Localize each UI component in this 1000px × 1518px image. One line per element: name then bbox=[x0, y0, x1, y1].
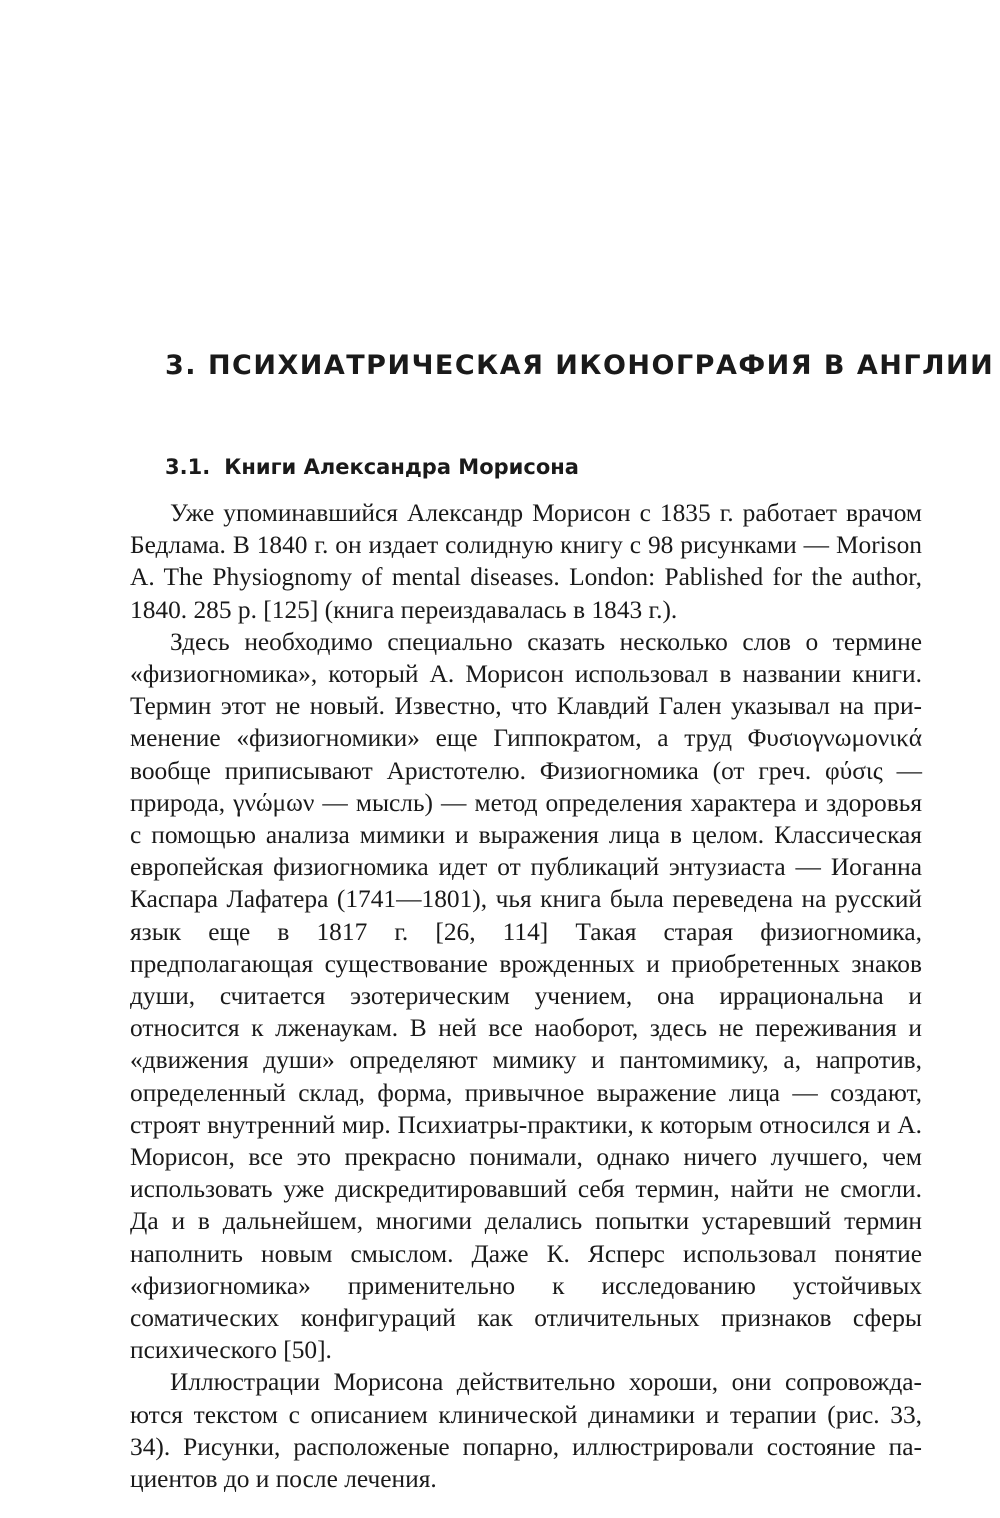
paragraph-1: Уже упоминавшийся Александр Морисон с 1835 г. работает врачом Бедлама. В 1840 г. он издает солидную книгу с 98 рисунками — Morison A. The Physiognomy of mental diseases. London: Pablished for the author, 1840. 285 p. [125] (книга переиздавалась в 1843 г.). bbox=[130, 499, 922, 624]
paragraph-2: Здесь необходимо специально сказать несколько слов о термине «физиогномика», который А. Морисон использовал в названии книги. Термин этот не новый. Известно, что Клавдий Гален указывал на применение «физиогномики» еще Гиппократом, а труд Φυσιογνωμονικά вообще приписывают Аристотелю. Физиогномика (от греч. φύσις — природа, γνώμων — мысль) — метод определения характера и здоровья с помощью анализа мимики и выражения лица в целом. Классическая европейская физиогномика идет от публикаций энтузиаста — Иоганна Каспара Лафатера (1741—1801), чья книга была переведена на русский язык еще в 1817 г. [26, 114] Такая старая физиогномика, предполагающая существование врожденных и приобретенных знаков души, считается эзотерическим учением, она иррациональна и относится к лженаукам. В ней все наоборот, здесь не переживания и «движения души» определяют мимику и пантомимику, а, напротив, определенный склад, форма, привычное выражение лица — создают, строят внутренний мир. Психиатры-практики, к которым относился и А. Морисон, все это прекрасно понимали, однако ничего лучшего, чем использовать уже дискредитировавший себя термин, найти не смогли. Да и в дальнейшем, многими делались попытки устаревший термин наполнить новым смыслом. Даже К. Ясперс использовал понятие «физиогномика» применительно к исследованию устойчивых соматических конфигураций как отличительных признаков сферы психического [50]. bbox=[130, 627, 922, 1365]
section-heading bbox=[165, 455, 579, 479]
body-text bbox=[130, 497, 922, 1495]
section-title: Книги Александра Морисона bbox=[224, 455, 579, 479]
chapter-title: 3. ПСИХИАТРИЧЕСКАЯ ИКОНОГРАФИЯ В АНГЛИИ bbox=[165, 350, 995, 381]
paragraph-3: Иллюстрации Морисона действительно хороши, они сопровождаются текстом с описанием клинической динамики и терапии (рис. 33, 34). Рисунки, расположеные попарно, иллюстрировали состояние пациентов до и после лечения. bbox=[130, 1368, 922, 1494]
section-number: 3.1. bbox=[165, 455, 211, 479]
